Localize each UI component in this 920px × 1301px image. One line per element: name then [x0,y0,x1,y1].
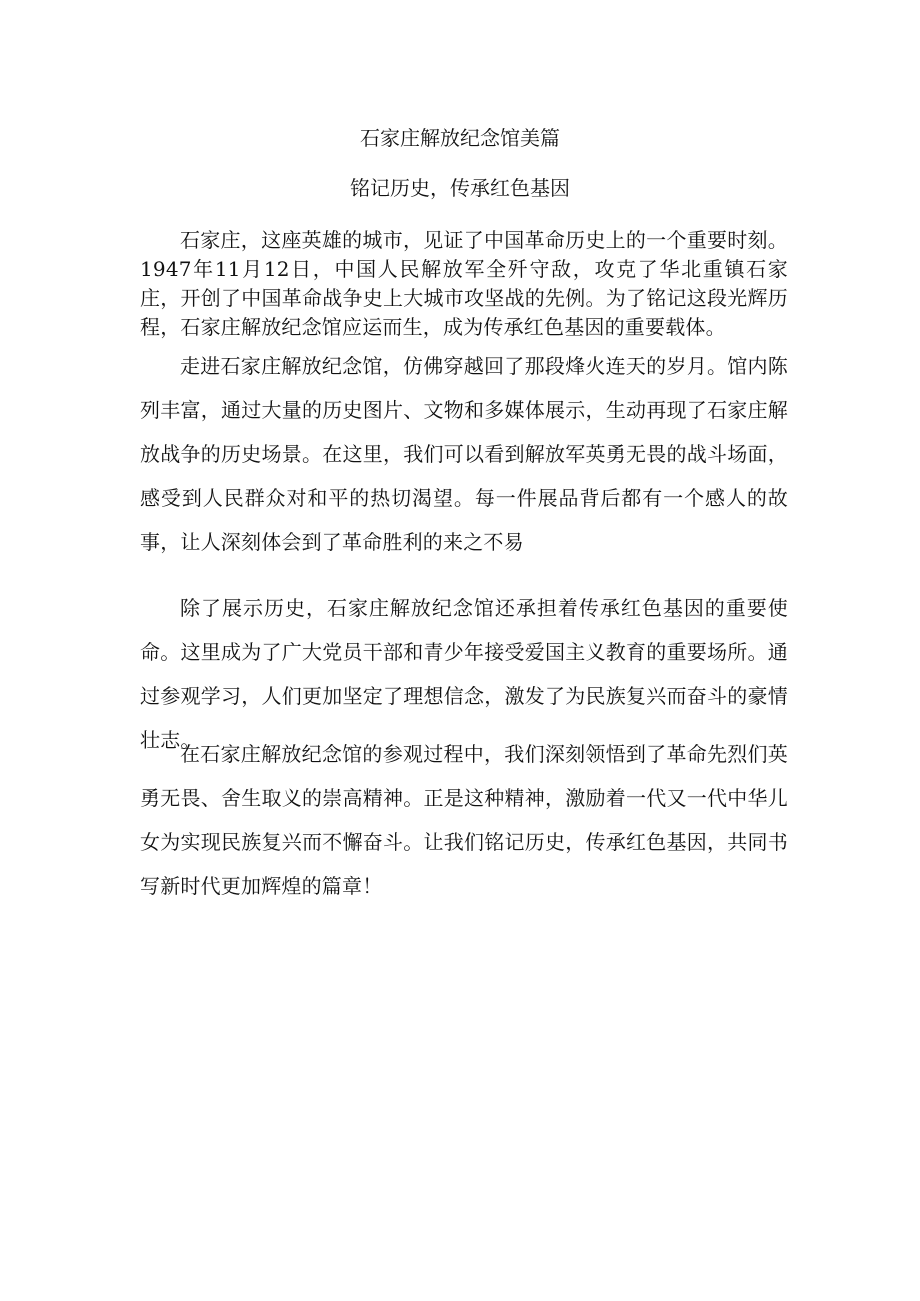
paragraph-2: 走进石家庄解放纪念馆，仿佛穿越回了那段烽火连天的岁月。馆内陈列丰富，通过大量的历史图片、文物和多媒体展示，生动再现了石家庄解放战争的历史场景。在这里，我们可以看到解放军英勇无畏的战斗场面，感受到人民群众对和平的热切渴望。每一件展品背后都有一个感人的故事，让人深刻体会到了革命胜利的来之不易 [140,354,788,554]
document-subtitle: 铭记历史，传承红色基因 [350,176,570,200]
paragraph-1: 石家庄，这座英雄的城市，见证了中国革命历史上的一个重要时刻。1947年11月12日，中国人民解放军全歼守敌，攻克了华北重镇石家庄，开创了中国革命战争史上大城市攻坚战的先例。为了铭记这段光辉历程，石家庄解放纪念馆应运而生，成为传承红色基因的重要载体。 [140,228,788,339]
paragraph-3: 除了展示历史，石家庄解放纪念馆还承担着传承红色基因的重要使命。这里成为了广大党员干部和青少年接受爱国主义教育的重要场所。通过参观学习，人们更加坚定了理想信念，激发了为民族复兴而奋斗的豪情壮志。 [140,596,788,752]
document-title: 石家庄解放纪念馆美篇 [360,126,560,150]
paragraph-4: 在石家庄解放纪念馆的参观过程中，我们深刻领悟到了革命先烈们英勇无畏、舍生取义的崇高精神。正是这种精神，激励着一代又一代中华儿女为实现民族复兴而不懈奋斗。让我们铭记历史，传承红色基因，共同书写新时代更加辉煌的篇章！ [140,742,788,898]
